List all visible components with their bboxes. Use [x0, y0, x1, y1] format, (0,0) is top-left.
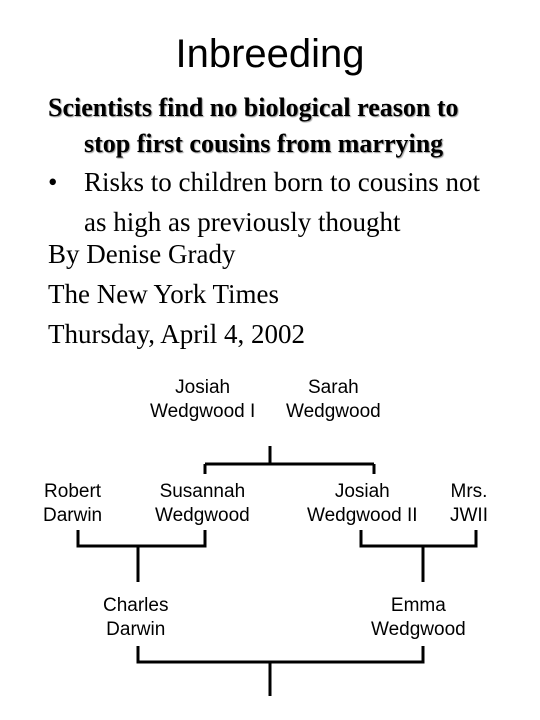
bullet-symbol: • — [48, 167, 58, 197]
name-line: Wedgwood I — [150, 401, 256, 422]
name-line: Robert — [44, 481, 102, 502]
tree-connector-wedgwood-i — [205, 446, 374, 474]
person-charles-darwin — [103, 594, 168, 642]
headline-line-1: Scientists find no biological reason to — [48, 93, 459, 122]
name-line: Wedgwood — [286, 401, 381, 422]
person-mrs-jwii — [450, 480, 488, 528]
tree-connector-charles-emma — [138, 646, 423, 696]
slide-title: Inbreeding — [175, 32, 365, 76]
bullet-line-1: Risks to children born to cousins not — [84, 167, 480, 197]
publication: The New York Times — [48, 279, 280, 309]
tree-connector-wedgwood-ii — [361, 530, 476, 582]
person-josiah-wedgwood-ii — [307, 480, 418, 528]
byline: By Denise Grady — [48, 239, 236, 269]
name-line: Josiah — [334, 481, 390, 502]
name-line: JWII — [450, 505, 488, 526]
name-line: Wedgwood — [371, 619, 466, 640]
person-josiah-wedgwood-i — [150, 376, 255, 424]
tree-connector-darwin — [78, 530, 205, 582]
name-line: Emma — [390, 595, 446, 616]
name-line: Susannah — [159, 481, 246, 502]
name-line: Darwin — [106, 619, 166, 640]
name-line: Sarah — [308, 377, 359, 398]
name-line: Wedgwood — [155, 505, 250, 526]
name-line: Darwin — [43, 505, 103, 526]
name-line: Wedgwood II — [307, 505, 418, 526]
person-robert-darwin — [43, 480, 102, 528]
person-emma-wedgwood — [371, 594, 466, 642]
person-susannah-wedgwood — [155, 480, 250, 528]
name-line: Josiah — [175, 377, 231, 398]
name-line: Charles — [103, 595, 169, 616]
headline-line-2: stop first cousins from marrying — [84, 129, 444, 158]
name-line: Mrs. — [450, 481, 488, 502]
bullet-line-2: as high as previously thought — [84, 207, 401, 237]
publication-date: Thursday, April 4, 2002 — [48, 319, 305, 349]
person-sarah-wedgwood — [286, 376, 381, 424]
